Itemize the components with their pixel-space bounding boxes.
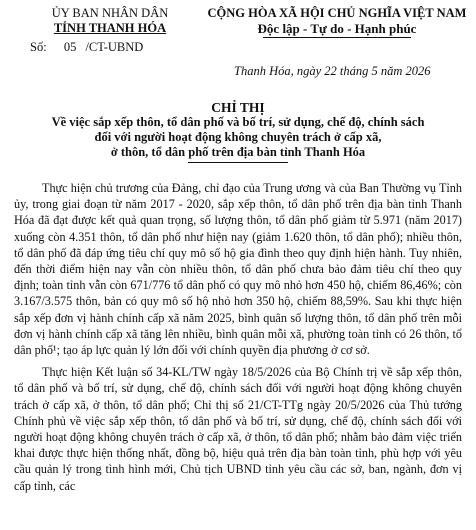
motto-underline (263, 37, 411, 38)
body-paragraph-2: Thực hiện Kết luận số 34-KL/TW ngày 18/5/2026 của Bộ Chính trị về sắp xếp thôn, tổ dân phố và bố trí, sử dụng, chế độ, chính sách đối với người hoạt động không chuyên trách ở cấp xã, ở thôn, tổ dân phố; Chỉ thị số 21/CT-TTg ngày 20/5/2026 của Thủ tướng Chính phủ về việc sắp xếp thôn, tổ dân phố và bố trí, sử dụng, chế độ, chính sách đối với người hoạt động không chuyên trách ở cấp xã, ở thôn, tổ dân phố; nhằm bảo đảm việc triển khai được thực hiện thống nhất, đồng bộ, hiệu quả trên địa bàn toàn tỉnh, phù hợp với yêu cầu quản lý trong tình hình mới, Chủ tịch UBND tỉnh yêu cầu các sở, ban, ngành, đơn vị cấp tỉnh, các (14, 365, 462, 493)
issue-date (234, 64, 431, 79)
number-value: 05 (63, 40, 77, 54)
document-number (30, 40, 143, 55)
subject-line2: đối với người hoạt động không chuyên trách ở cấp xã, (94, 130, 382, 144)
date-day: 22 (324, 64, 337, 78)
number-suffix: /CT-UBND (85, 40, 144, 54)
nation-name: CỘNG HÒA XÃ HỘI CHỦ NGHĨA VIỆT NAM (207, 6, 467, 20)
body-paragraph-1: Thực hiện chủ trương của Đảng, chỉ đạo của Trung ương và của Ban Thường vụ Tỉnh ủy, trong giai đoạn từ năm 2017 - 2020, sắp xếp thôn, tổ dân phố trên địa bàn tỉnh Thanh Hóa đã đạt được kết quả quan trọng, số lượng thôn, tổ dân phố giảm từ 5.971 (năm 2017) xuống còn 4.351 thôn, tổ dân phố như hiện nay (giảm 1.620 thôn, tổ dân phố); nhiều thôn, tổ dân phố đã đáp ứng tiêu chí quy mô số hộ gia đình theo quy định hiện hành. Tuy nhiên, đến thời điểm hiện nay vẫn còn nhiều thôn, tổ dân phố chưa bảo đảm tiêu chí theo quy định; toàn tỉnh vẫn còn 671/776 tổ dân phố có quy mô nhỏ hơn 450 hộ, chiếm 86,46%; còn 3.167/3.575 thôn, bản có quy mô số hộ nhỏ hơn 350 hộ, chiếm 88,59%. Sau khi thực hiện sắp xếp đơn vị hành chính cấp xã năm 2025, bình quân số lượng thôn, tổ dân phố trên mỗi đơn vị hành chính cấp xã tăng lên nhiều, bình quân mỗi xã, phường toàn tỉnh có 26 thôn, tổ dân phố¹; tạo áp lực quản lý lớn đối với chính quyền địa phương ở cơ sở. (14, 181, 462, 358)
authority-province: TỈNH THANH HÓA (53, 21, 167, 35)
subject-line1: Về việc sắp xếp thôn, tổ dân phố và bố trí, sử dụng, chế độ, chính sách (51, 115, 425, 129)
date-month: 5 (371, 64, 378, 78)
authority-line1: ỦY BAN NHÂN DÂN (51, 6, 169, 20)
issuing-authority (20, 6, 200, 36)
national-header (206, 6, 468, 38)
date-month-label: tháng (339, 64, 369, 78)
document-body (14, 180, 462, 500)
national-motto: Độc lập - Tự do - Hạnh phúc (257, 21, 417, 36)
authority-line2 (20, 21, 200, 36)
date-place: Thanh Hóa, ngày (234, 64, 322, 78)
document-type: CHỈ THỊ (211, 100, 265, 115)
date-year: năm 2026 (380, 64, 431, 78)
number-prefix: Số: (30, 40, 47, 54)
subject-underline (188, 162, 288, 163)
subject-line3: ở thôn, tổ dân phố trên địa bàn tỉnh Thanh Hóa (110, 145, 366, 159)
document-subject (14, 115, 462, 163)
